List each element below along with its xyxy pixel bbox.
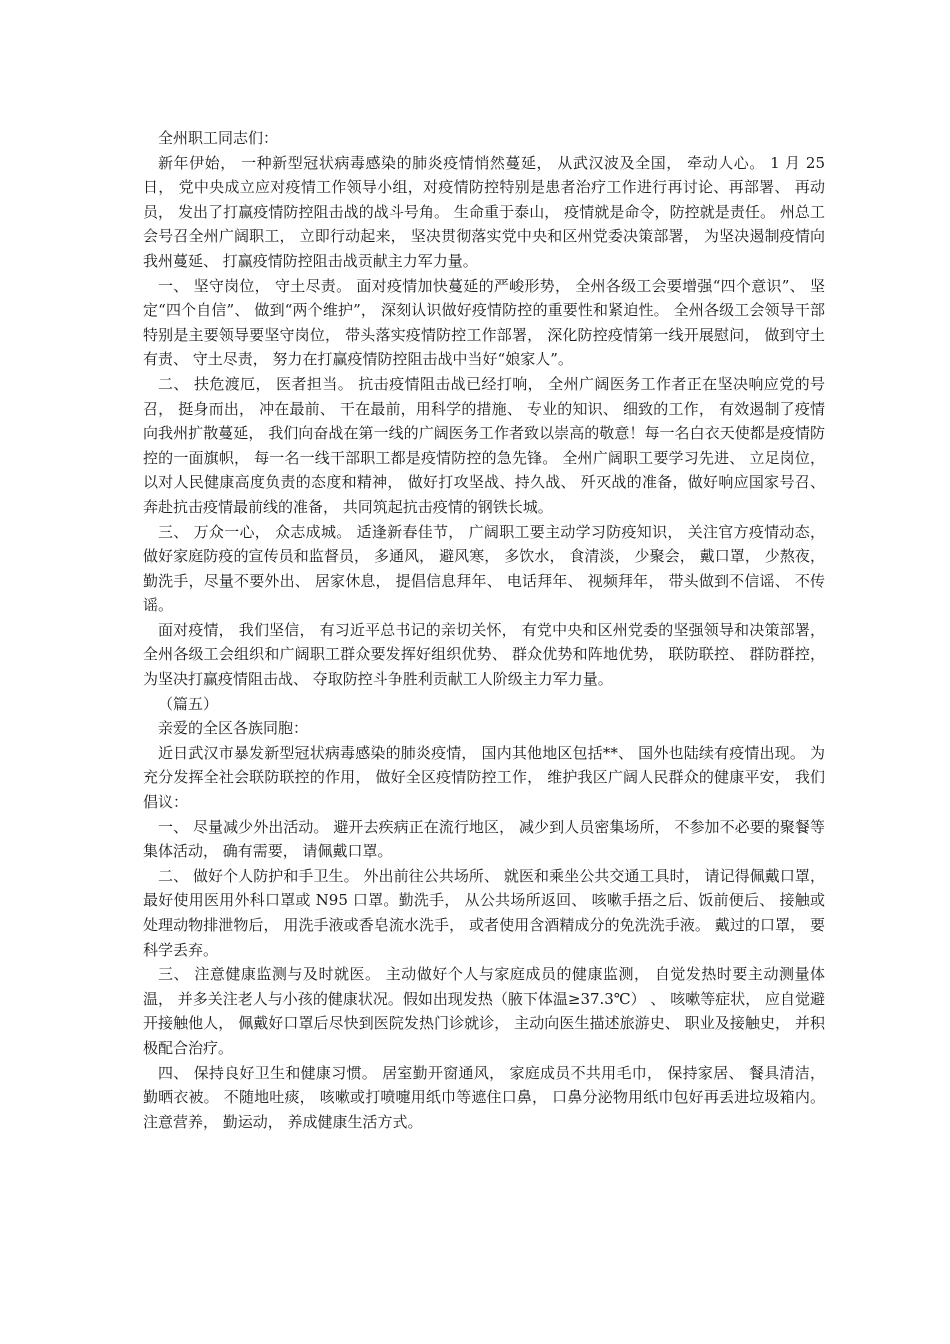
salutation-workers: 全州职工同志们：: [158, 129, 279, 147]
paragraph-intro: 新年伊始， 一种新型冠状病毒感染的肺炎疫情悄然蔓延， 从武汉波及全国， 牵动人心。 1 月 25 日， 党中央成立应对疫情工作领导小组，对疫情防控特别是患者治疗工作进行再讨论、再部署、 再动员， 发出了打赢疫情防控阻击战的战斗号角。 生命重于泰山， 疫情就是命令，防控就是责任。 州总工会号召全州广阔职工， 立即行动起来， 坚决贯彻落实党中央和区州党委决策部署， 为坚决遏制疫情向我州蔓延、 打赢疫情防控阻击战贡献主力军力量。: [143, 153, 825, 270]
paragraph-point-1: 一、 坚守岗位， 守土尽责。 面对疫情加快蔓延的严峻形势， 全州各级工会要增强“四个意识”、 坚定“四个自信”、 做到“两个维护”， 深刻认识做好疫情防控的重要性和紧迫性。 全州各级工会领导干部特别是主要领导要坚守岗位， 带头落实疫情防控工作部署， 深化防控疫情第一线开展慰问， 做到守土有责、 守土尽责， 努力在打赢疫情防控阻击战中当好“娘家人”。: [143, 276, 825, 369]
paragraph-initiative-1: 一、 尽量减少外出活动。 避开去疾病正在流行地区， 减少到人员密集场所， 不参加不必要的聚餐等集体活动， 确有需要， 请佩戴口罩。: [143, 817, 825, 861]
paragraph-initiative-3: 三、 注意健康监测与及时就医。 主动做好个人与家庭成员的健康监测， 自觉发热时要主动测量体温， 并多关注老人与小孩的健康状况。假如出现发热（腋下体温≥37.3℃） 、 咳嗽等症状， 应自觉避开接触他人， 佩戴好口罩后尽快到医院发热门诊就诊， 主动向医生描述旅游史、 职业及接触史， 并积极配合治疗。: [143, 965, 825, 1057]
section-heading-part-five: （篇五）: [158, 694, 219, 713]
paragraph-point-2: 二、 扶危渡厄， 医者担当。 抗击疫情阻击战已经打响， 全州广阔医务工作者正在坚决响应党的号召， 挺身而出， 冲在最前、 干在最前，用科学的措施、 专业的知识、 细致的工作， 有效遏制了疫情向我州扩散蔓延， 我们向奋战在第一线的广阔医务工作者致以崇高的敬意！每一名白衣天使都是疫情防控的一面旗帜， 每一名一线干部职工都是疫情防控的急先锋。 全州广阔职工要学习先进、 立足岗位， 以对人民健康高度负责的态度和精神， 做好打攻坚战、持久战、 歼灭战的准备，做好响应国家号召、 奔赴抗击疫情最前线的准备， 共同筑起抗击疫情的钢铁长城。: [143, 374, 825, 516]
paragraph-initiative-4: 四、 保持良好卫生和健康习惯。 居室勤开窗通风， 家庭成员不共用毛巾， 保持家居、 餐具清洁， 勤晒衣被。 不随地吐痰， 咳嗽或打喷嚏用纸巾等遮住口鼻， 口鼻分泌物用纸巾包好再丢进垃圾箱内。 注意营养， 勤运动， 养成健康生活方式。: [143, 1063, 825, 1131]
paragraph-initiative-2: 二、 做好个人防护和手卫生。 外出前往公共场所、 就医和乘坐公共交通工具时， 请记得佩戴口罩， 最好使用医用外科口罩或 N95 口罩。勤洗手， 从公共场所返回、 咳嗽手捂之后、饭前便后、 接触或处理动物排泄物后， 用洗手液或香皂流水洗手， 或者使用含酒精成分的免洗洗手液。 戴过的口罩， 要科学丢弃。: [143, 866, 825, 959]
paragraph-initiative-intro: 近日武汉市暴发新型冠状病毒感染的肺炎疫情， 国内其他地区包括**、 国外也陆续有疫情出现。 为充分发挥全社会联防联控的作用， 做好全区疫情防控工作， 维护我区广阔人民群众的健康平安， 我们倡议：: [143, 743, 825, 812]
paragraph-conclusion: 面对疫情， 我们坚信， 有习近平总书记的亲切关怀， 有党中央和区州党委的坚强领导和决策部署， 全州各级工会组织和广阔职工群众要发挥好组织优势、 群众优势和阵地优势， 联防联控、 群防群控， 为坚决打赢疫情阻击战、 夺取防控斗争胜利贡献工人阶级主力军力量。: [143, 620, 825, 689]
document-body: [143, 126, 825, 1134]
salutation-compatriots: 亲爱的全区各族同胞：: [158, 719, 309, 738]
paragraph-point-3: 三、 万众一心， 众志成城。 适逢新春佳节， 广阔职工要主动学习防疫知识， 关注官方疫情动态， 做好家庭防疫的宣传员和监督员， 多通风， 避风寒， 多饮水， 食清淡， 少聚会， 戴口罩， 少熬夜， 勤洗手，尽量不要外出、 居家休息， 提倡信息拜年、 电话拜年、 视频拜年， 带头做到不信谣、 不传谣。: [143, 522, 825, 615]
